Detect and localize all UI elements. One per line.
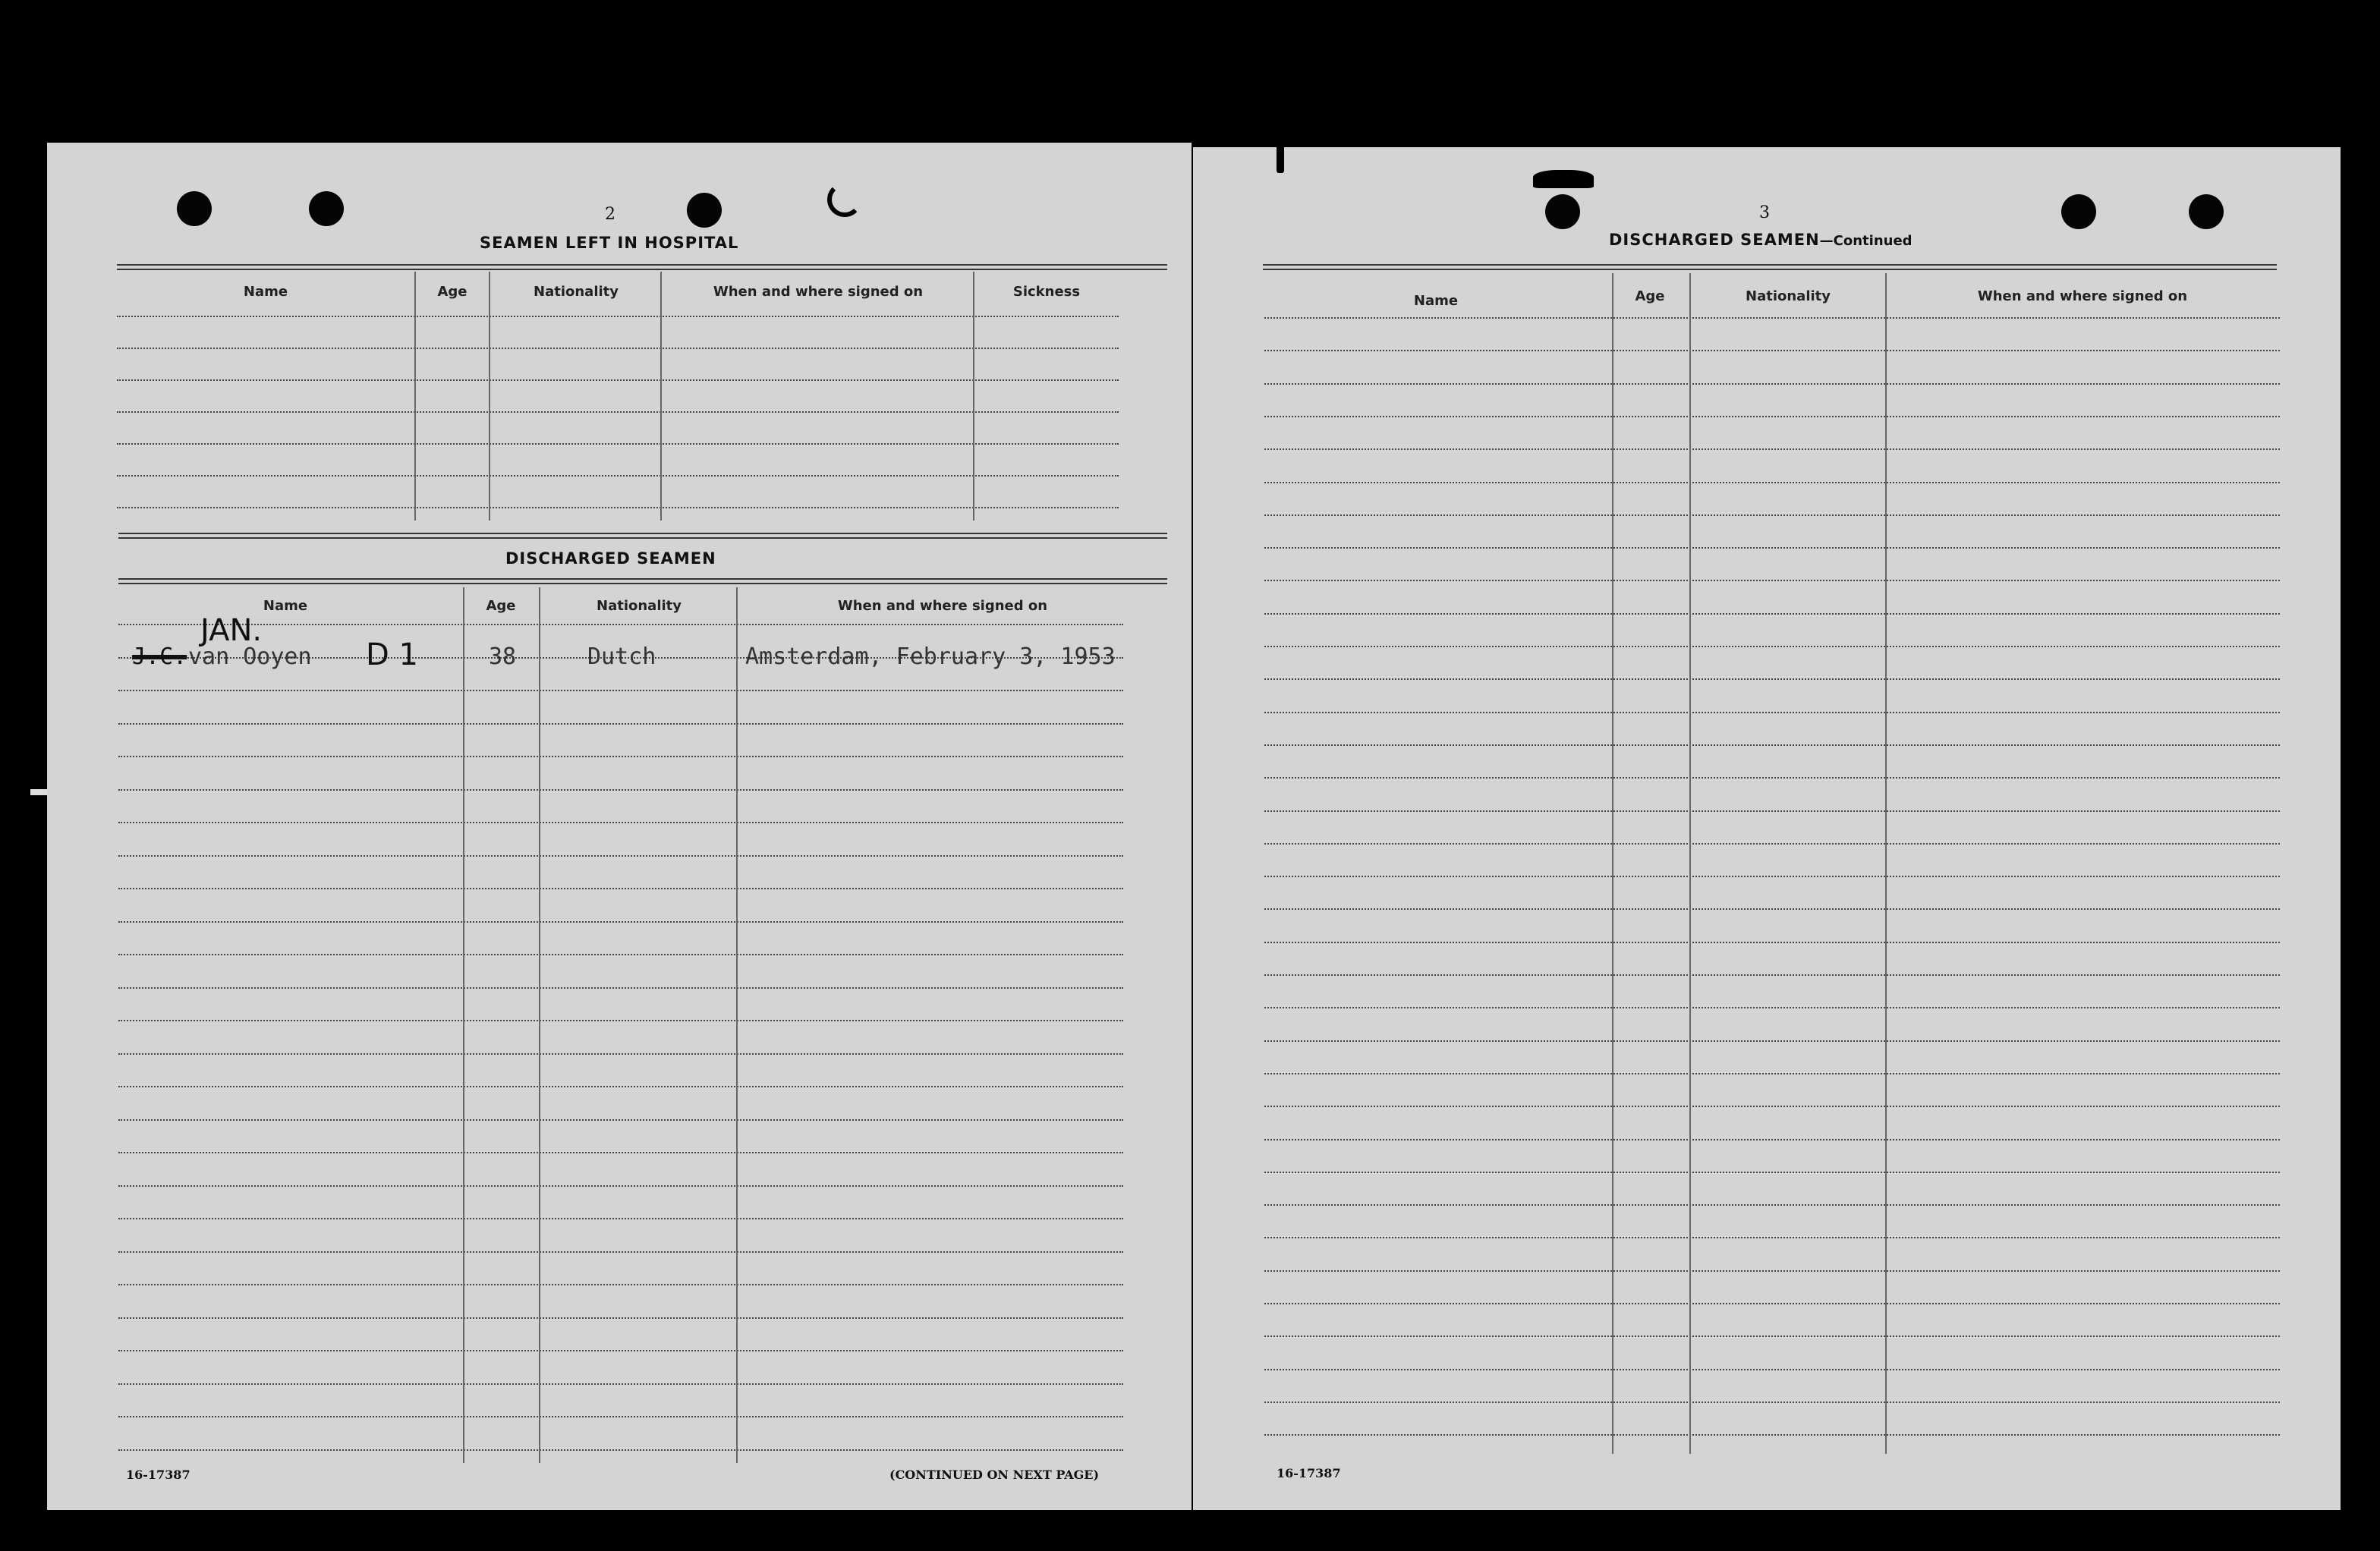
column-divider <box>973 272 974 521</box>
ruled-line <box>118 723 1123 725</box>
column-header-sickness: Sickness <box>1012 284 1081 300</box>
column-header-age: Age <box>1635 288 1665 304</box>
seaman-age: 38 <box>489 643 517 670</box>
ruled-line <box>1264 383 2280 385</box>
ruled-line <box>1264 317 2280 319</box>
ruled-line <box>118 1053 1123 1055</box>
ruled-line <box>1264 908 2280 910</box>
ruled-line <box>118 1284 1123 1285</box>
column-header-name: Name <box>263 598 308 614</box>
ruled-line <box>118 1185 1123 1187</box>
ruled-line <box>118 1086 1123 1087</box>
ruled-line <box>1264 942 2280 943</box>
ruled-line <box>1264 482 2280 483</box>
ruled-line <box>1264 1237 2280 1238</box>
ruled-line <box>118 690 1123 691</box>
seaman-nationality: Dutch <box>587 643 656 670</box>
ruled-line <box>117 316 1119 317</box>
binder-hole <box>309 191 344 226</box>
handwritten-annotation: D 1 <box>366 637 418 672</box>
ruled-line <box>118 822 1123 823</box>
column-divider <box>660 272 662 521</box>
ruled-line <box>1264 810 2280 812</box>
ruled-line <box>118 1350 1123 1351</box>
section-divider <box>1263 264 2277 270</box>
ruled-line <box>1264 1303 2280 1304</box>
section-divider <box>117 264 1167 270</box>
column-header-nationality: Nationality <box>534 284 619 300</box>
binder-hole <box>2061 194 2096 229</box>
column-divider <box>1612 273 1613 1454</box>
ruled-line <box>1264 843 2280 845</box>
scan-mark <box>827 182 862 217</box>
ruled-line <box>118 1317 1123 1319</box>
ruled-line <box>1264 350 2280 351</box>
column-header-nationality: Nationality <box>1746 288 1831 304</box>
page-number: 2 <box>605 205 615 224</box>
ruled-line <box>1264 1007 2280 1008</box>
column-header-signed-on: When and where signed on <box>1977 288 2188 304</box>
ruled-line <box>1264 1335 2280 1337</box>
ruled-line <box>117 507 1119 508</box>
ruled-line <box>1264 646 2280 647</box>
ruled-line <box>1264 1139 2280 1140</box>
ruled-line <box>1264 416 2280 417</box>
ruled-line <box>118 888 1123 889</box>
column-divider <box>1885 273 1887 1454</box>
ruled-line <box>118 954 1123 955</box>
ruled-line <box>1264 1040 2280 1042</box>
scan-mark <box>1277 143 1284 173</box>
seaman-signed-on: Amsterdam, February 3, 1953 <box>745 643 1116 670</box>
ruled-line <box>1264 678 2280 680</box>
handwritten-first-name: JAN. <box>200 613 263 648</box>
ruled-line <box>118 1383 1123 1385</box>
ruled-line <box>118 1449 1123 1451</box>
ruled-line <box>1264 974 2280 976</box>
ruled-line <box>118 789 1123 791</box>
ruled-line <box>1264 448 2280 450</box>
column-divider <box>539 587 540 1463</box>
column-divider <box>414 272 416 521</box>
column-header-name: Name <box>243 284 288 300</box>
ruled-line <box>118 1416 1123 1417</box>
ruled-line <box>117 348 1119 349</box>
ruled-line <box>1264 1106 2280 1107</box>
right-page <box>1193 147 2341 1510</box>
discharged-section-title: DISCHARGED SEAMEN <box>505 549 716 568</box>
continued-note: (CONTINUED ON NEXT PAGE) <box>889 1468 1100 1482</box>
ruled-line <box>1264 1402 2280 1403</box>
column-divider <box>736 587 738 1463</box>
binder-hole <box>687 193 722 228</box>
ruled-line <box>118 624 1123 625</box>
section-divider <box>118 578 1167 584</box>
ruled-line <box>1264 1204 2280 1206</box>
ruled-line <box>118 756 1123 757</box>
section-divider <box>118 533 1167 539</box>
ruled-line <box>117 379 1119 381</box>
column-header-name: Name <box>1413 293 1459 309</box>
ruled-line <box>118 1251 1123 1253</box>
column-header-age: Age <box>437 284 468 300</box>
binder-hole <box>2189 194 2224 229</box>
discharged-continued-title: DISCHARGED SEAMEN—Continued <box>1609 231 1912 249</box>
form-number: 16-17387 <box>1277 1466 1341 1480</box>
scan-mark <box>1533 170 1594 188</box>
ruled-line <box>1264 1434 2280 1436</box>
ruled-line <box>117 411 1119 413</box>
hospital-section-title: SEAMEN LEFT IN HOSPITAL <box>480 234 739 252</box>
column-header-signed-on: When and where signed on <box>837 598 1048 614</box>
ruled-line <box>118 1020 1123 1021</box>
ruled-line <box>117 443 1119 445</box>
binder-hole <box>177 191 212 226</box>
ruled-line <box>1264 1073 2280 1074</box>
ruled-line <box>1264 744 2280 746</box>
ruled-line <box>118 1119 1123 1121</box>
ruled-line <box>1264 712 2280 713</box>
ruled-line <box>1264 580 2280 581</box>
ruled-line <box>117 475 1119 477</box>
ruled-line <box>1264 777 2280 779</box>
column-header-signed-on: When and where signed on <box>713 284 924 300</box>
left-page <box>47 143 1192 1510</box>
struck-initials: J.C. <box>132 643 187 670</box>
ruled-line <box>1264 1270 2280 1272</box>
column-divider <box>463 587 464 1463</box>
ruled-line <box>1264 514 2280 516</box>
column-divider <box>1689 273 1691 1454</box>
ruled-line <box>118 987 1123 989</box>
seaman-name: van Ooyen <box>188 643 312 670</box>
ruled-line <box>118 855 1123 857</box>
ruled-line <box>1264 1172 2280 1173</box>
ruled-line <box>1264 613 2280 615</box>
column-header-nationality: Nationality <box>597 598 682 614</box>
scan-mark <box>30 789 47 795</box>
ruled-line <box>1264 547 2280 549</box>
ruled-line <box>118 1152 1123 1153</box>
ruled-line <box>1264 1369 2280 1370</box>
column-divider <box>489 272 490 521</box>
ruled-line <box>118 1218 1123 1219</box>
page-number: 3 <box>1759 203 1770 222</box>
form-number: 16-17387 <box>126 1468 190 1482</box>
column-header-age: Age <box>486 598 516 614</box>
binder-hole <box>1545 194 1580 229</box>
ruled-line <box>1264 876 2280 877</box>
ruled-line <box>118 921 1123 923</box>
